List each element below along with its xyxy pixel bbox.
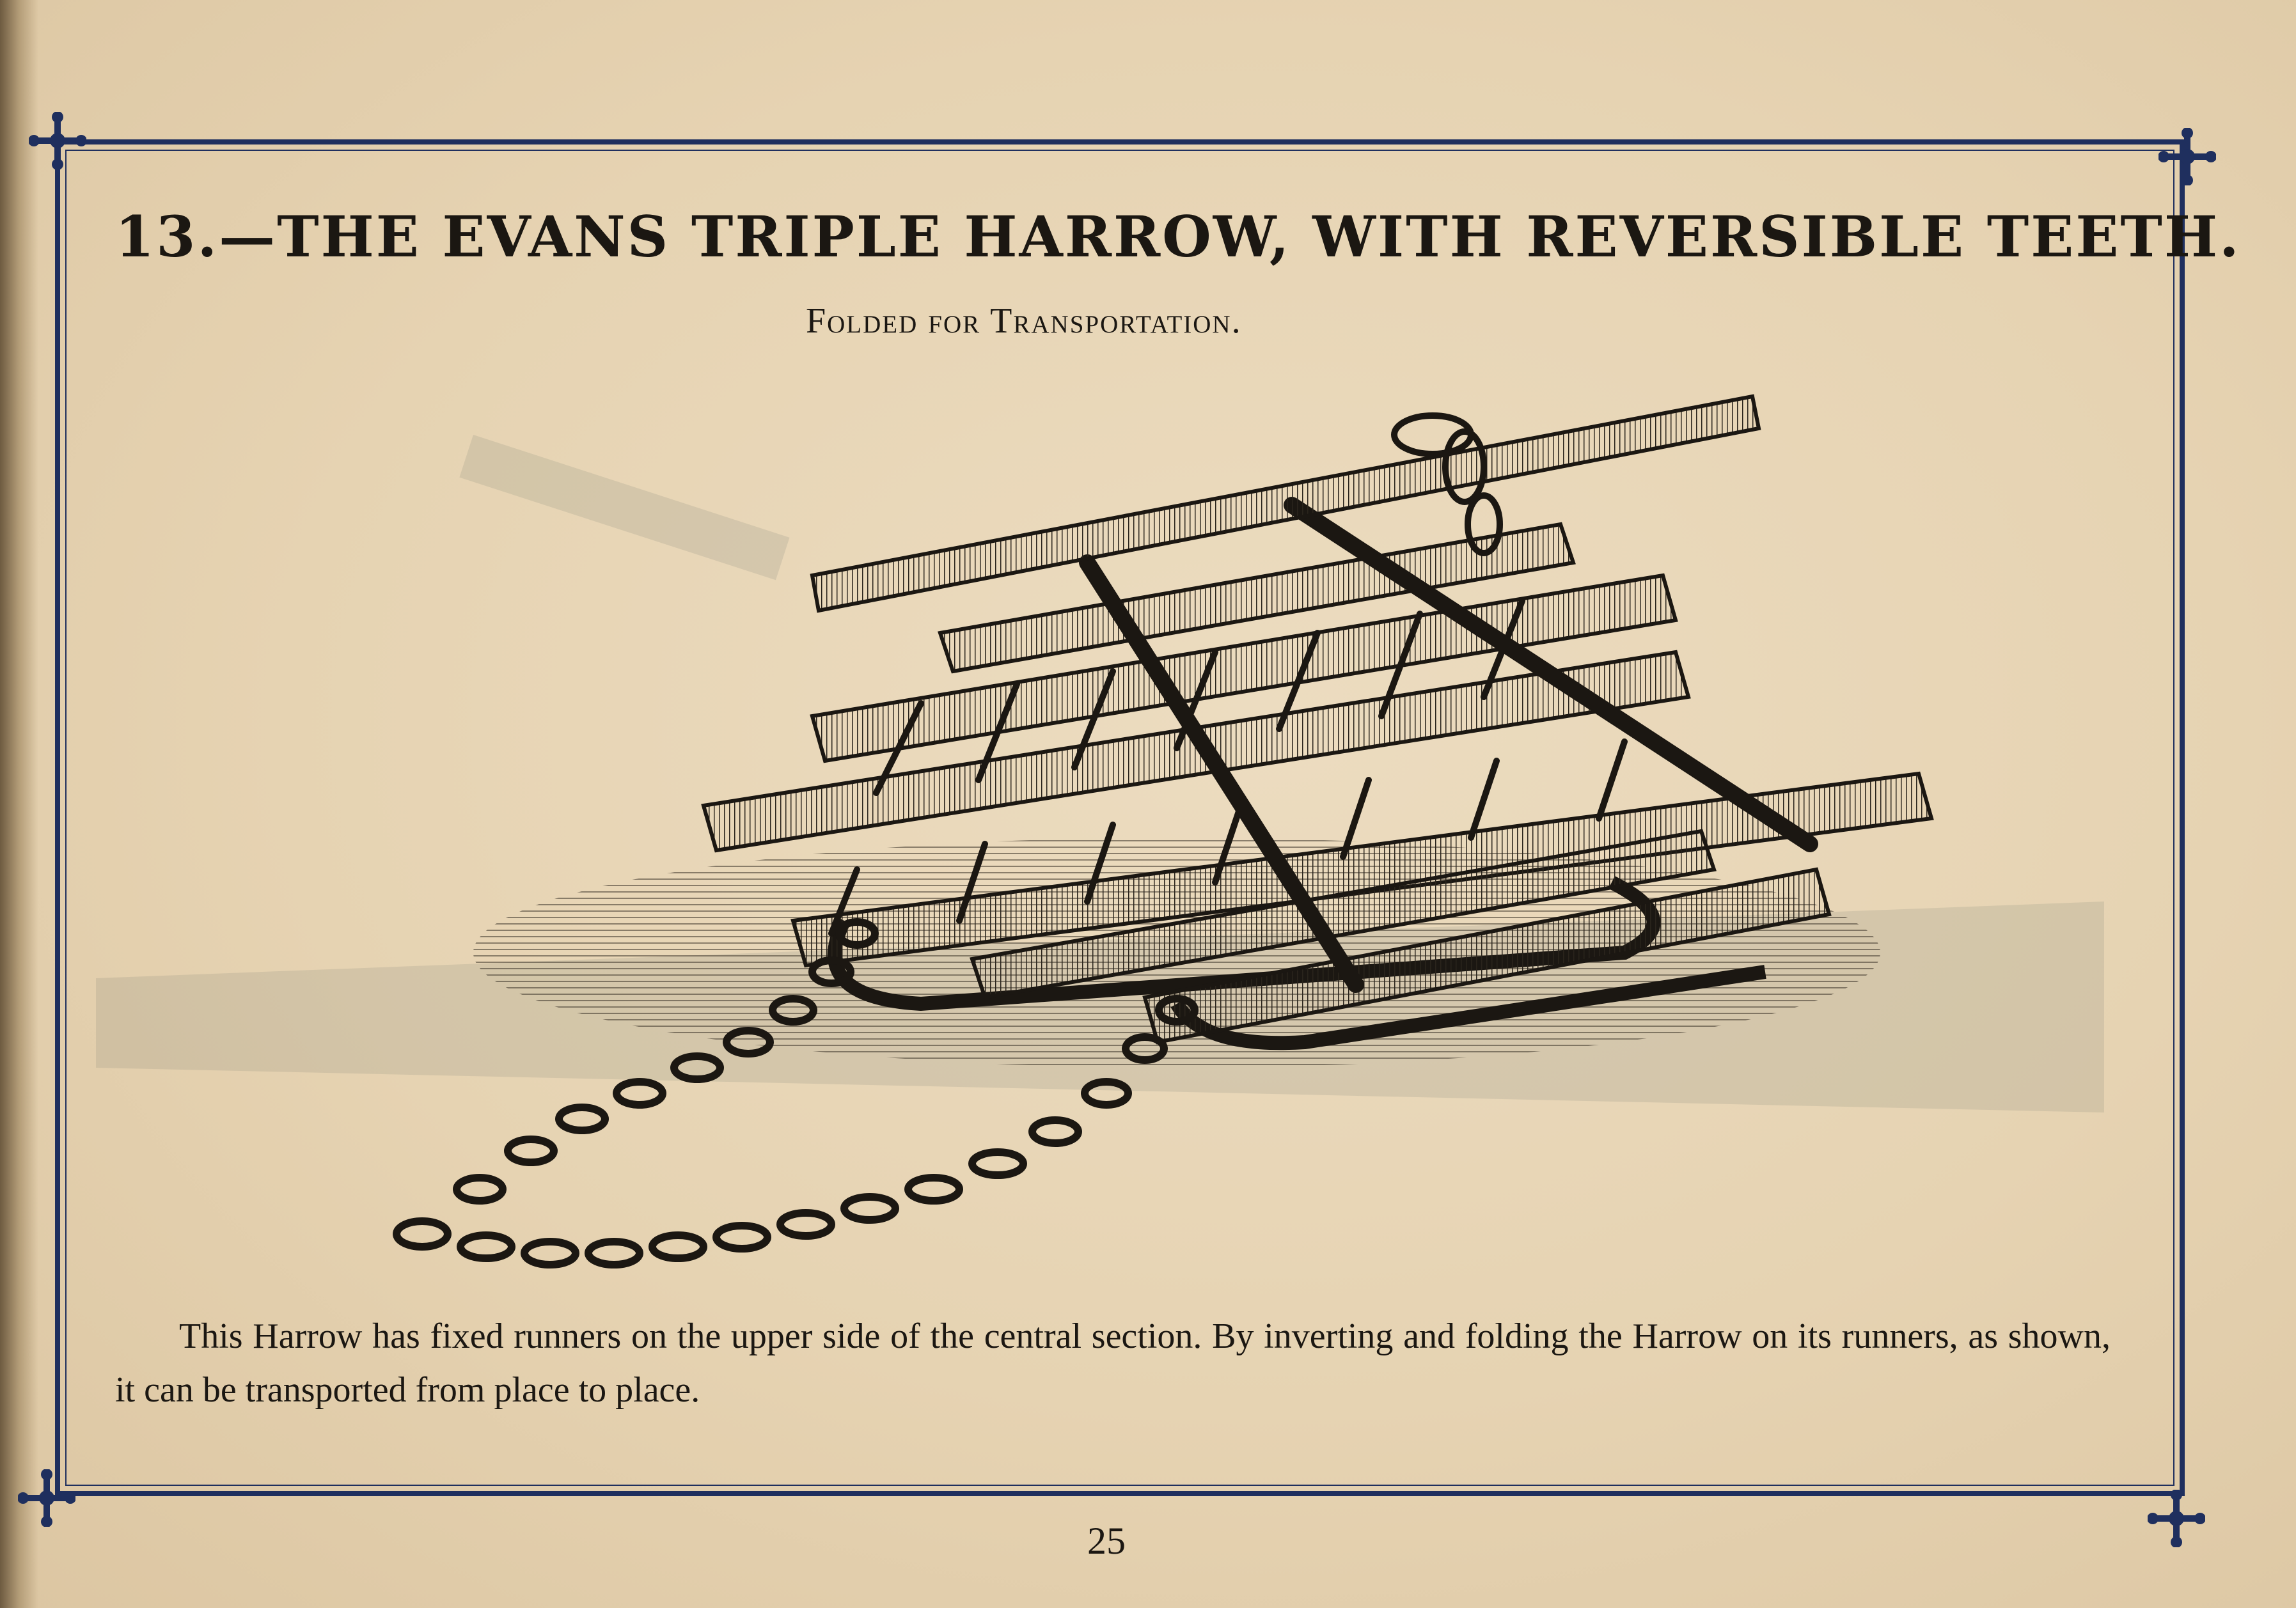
corner-ornament-icon [2148,1490,2205,1547]
corner-ornament-icon [18,1469,75,1527]
page-number: 25 [1087,1520,1126,1562]
description-text: This Harrow has fixed runners on the upper side of the central section. By inverting and folding the Harrow on its runners, as shown, it can be transported from place to place. [115,1316,2111,1410]
book-gutter-shadow [0,0,38,1608]
description-paragraph [115,1309,2111,1417]
folded-harrow-icon [90,358,2136,1317]
folded-harrow-illustration [90,358,2136,1317]
corner-ornament-icon [29,112,86,169]
page-title: 13.—THE EVANS TRIPLE HARROW, WITH REVERSIBLE TEETH. [115,203,2241,270]
corner-ornament-icon [2158,128,2216,185]
page-subtitle: Folded for Transportation. [806,301,1242,341]
